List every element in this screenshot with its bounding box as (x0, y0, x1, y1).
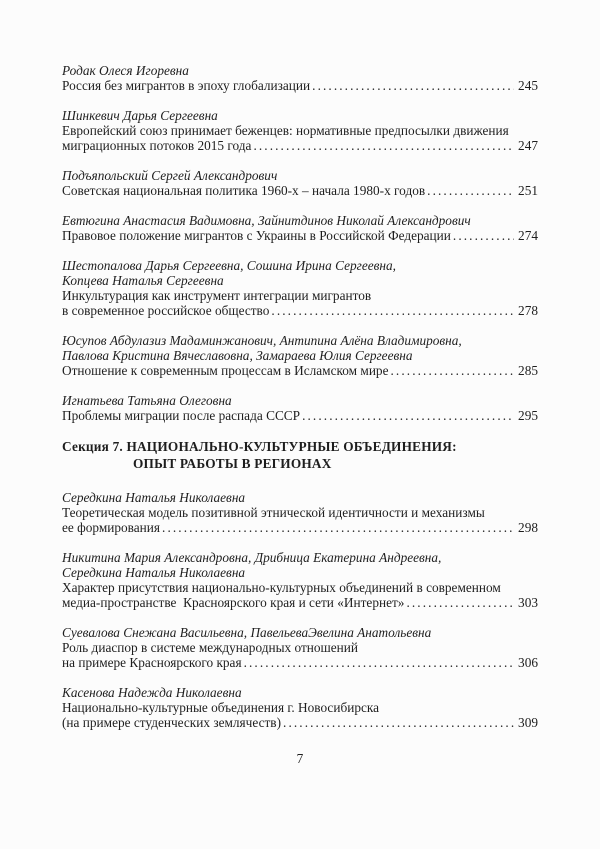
dot-leader (453, 228, 514, 243)
entry-page-number: 285 (518, 363, 538, 378)
entry-author-line: Родак Олеся Игоревна (62, 63, 189, 78)
entry-author-line: Шинкевич Дарья Сергеевна (62, 108, 218, 123)
entry-title-line: ее формирования (62, 520, 161, 535)
entry-title-line: Инкультурация как инструмент интеграции мигрантов (62, 288, 372, 303)
toc-entry (62, 625, 538, 670)
entry-title-line: Проблемы миграции после распада СССР (62, 408, 301, 423)
entry-title-leader-row (62, 228, 538, 243)
entry-title-leader-row (62, 595, 538, 610)
dot-leader (253, 138, 514, 153)
toc-entry (62, 168, 538, 198)
entry-title-line: Европейский союз принимает беженцев: нормативные предпосылки движения (62, 123, 509, 138)
dot-leader (391, 363, 515, 378)
entry-author-line: Середкина Наталья Николаевна (62, 490, 246, 505)
toc-entry (62, 550, 538, 610)
entry-title-line: в современное российское общество (62, 303, 270, 318)
entry-page-number: 303 (518, 595, 538, 610)
toc-entry (62, 258, 538, 318)
entry-title-line: Советская национальная политика 1960-х – начала 1980-х годов (62, 183, 426, 198)
entry-author-line: Середкина Наталья Николаевна (62, 565, 246, 580)
toc-entry (62, 108, 538, 153)
entry-page-number: 295 (518, 408, 538, 423)
dot-leader (271, 303, 514, 318)
entry-author-line: Касенова Надежда Николаевна (62, 685, 242, 700)
entry-title-leader-row (62, 138, 538, 153)
entry-author-line: Подъяпольский Сергей Александрович (62, 168, 278, 183)
entry-page-number: 278 (518, 303, 538, 318)
entry-author-line: Юсупов Абдулазиз Мадаминжанович, Антипина Алёна Владимировна, (62, 333, 462, 348)
table-of-contents (62, 63, 538, 766)
section-heading (62, 438, 538, 472)
entry-page-number: 274 (518, 228, 538, 243)
dot-leader (283, 715, 514, 730)
section-heading-line1: Секция 7. НАЦИОНАЛЬНО-КУЛЬТУРНЫЕ ОБЪЕДИНЕНИЯ: (62, 439, 457, 454)
toc-entry (62, 393, 538, 423)
entry-title-leader-row (62, 363, 538, 378)
dot-leader (162, 520, 514, 535)
entry-author-line: Суевалова Снежана Васильевна, ПавельеваЭвелина Анатольевна (62, 625, 432, 640)
entry-author-line: Никитина Мария Александровна, Дрибница Екатерина Андреевна, (62, 550, 442, 565)
toc-entry (62, 685, 538, 730)
entry-title-line: миграционных потоков 2015 года (62, 138, 252, 153)
entry-title-line: Россия без мигрантов в эпоху глобализации (62, 78, 311, 93)
entry-title-line: медиа-пространстве Красноярского края и сети «Интернет» (62, 595, 405, 610)
toc-entry (62, 490, 538, 535)
dot-leader (427, 183, 514, 198)
entry-author-line: Евтюгина Анастасия Вадимовна, Зайнитдинов Николай Александрович (62, 213, 471, 228)
entry-title-leader-row (62, 715, 538, 730)
dot-leader (302, 408, 514, 423)
toc-entry (62, 333, 538, 378)
entry-title-line: Правовое положение мигрантов с Украины в Российской Федерации (62, 228, 451, 243)
toc-entries-top (62, 63, 538, 423)
toc-entries-bottom (62, 490, 538, 730)
entry-page-number: 251 (518, 183, 538, 198)
entry-title-line: на примере Красноярского края (62, 655, 242, 670)
entry-title-leader-row (62, 408, 538, 423)
entry-title-line: Отношение к современным процессам в Исламском мире (62, 363, 389, 378)
entry-title-line: (на примере студенческих землячеств) (62, 715, 282, 730)
entry-author-line: Игнатьева Татьяна Олеговна (62, 393, 232, 408)
entry-page-number: 309 (518, 715, 538, 730)
toc-entry (62, 63, 538, 93)
toc-entry (62, 213, 538, 243)
entry-author-line: Павлова Кристина Вячеславовна, Замараева Юлия Сергеевна (62, 348, 413, 363)
entry-page-number: 247 (518, 138, 538, 153)
dot-leader (312, 78, 514, 93)
entry-title-leader-row (62, 655, 538, 670)
entry-title-leader-row (62, 78, 538, 93)
section-heading-line2: ОПЫТ РАБОТЫ В РЕГИОНАХ (133, 456, 332, 471)
entry-title-line: Национально-культурные объединения г. Новосибирска (62, 700, 380, 715)
page-number: 7 (296, 751, 304, 766)
entry-title-leader-row (62, 520, 538, 535)
entry-author-line: Шестопалова Дарья Сергеевна, Сошина Ирина Сергеевна, (62, 258, 396, 273)
entry-title-line: Теоретическая модель позитивной этнической идентичности и механизмы (62, 505, 485, 520)
entry-page-number: 298 (518, 520, 538, 535)
entry-title-leader-row (62, 303, 538, 318)
entry-title-line: Характер присутствия национально-культурных объединений в современном (62, 580, 501, 595)
dot-leader (244, 655, 514, 670)
entry-title-line: Роль диаспор в системе международных отношений (62, 640, 359, 655)
entry-page-number: 306 (518, 655, 538, 670)
entry-author-line: Копцева Наталья Сергеевна (62, 273, 224, 288)
dot-leader (406, 595, 514, 610)
entry-title-leader-row (62, 183, 538, 198)
entry-page-number: 245 (518, 78, 538, 93)
